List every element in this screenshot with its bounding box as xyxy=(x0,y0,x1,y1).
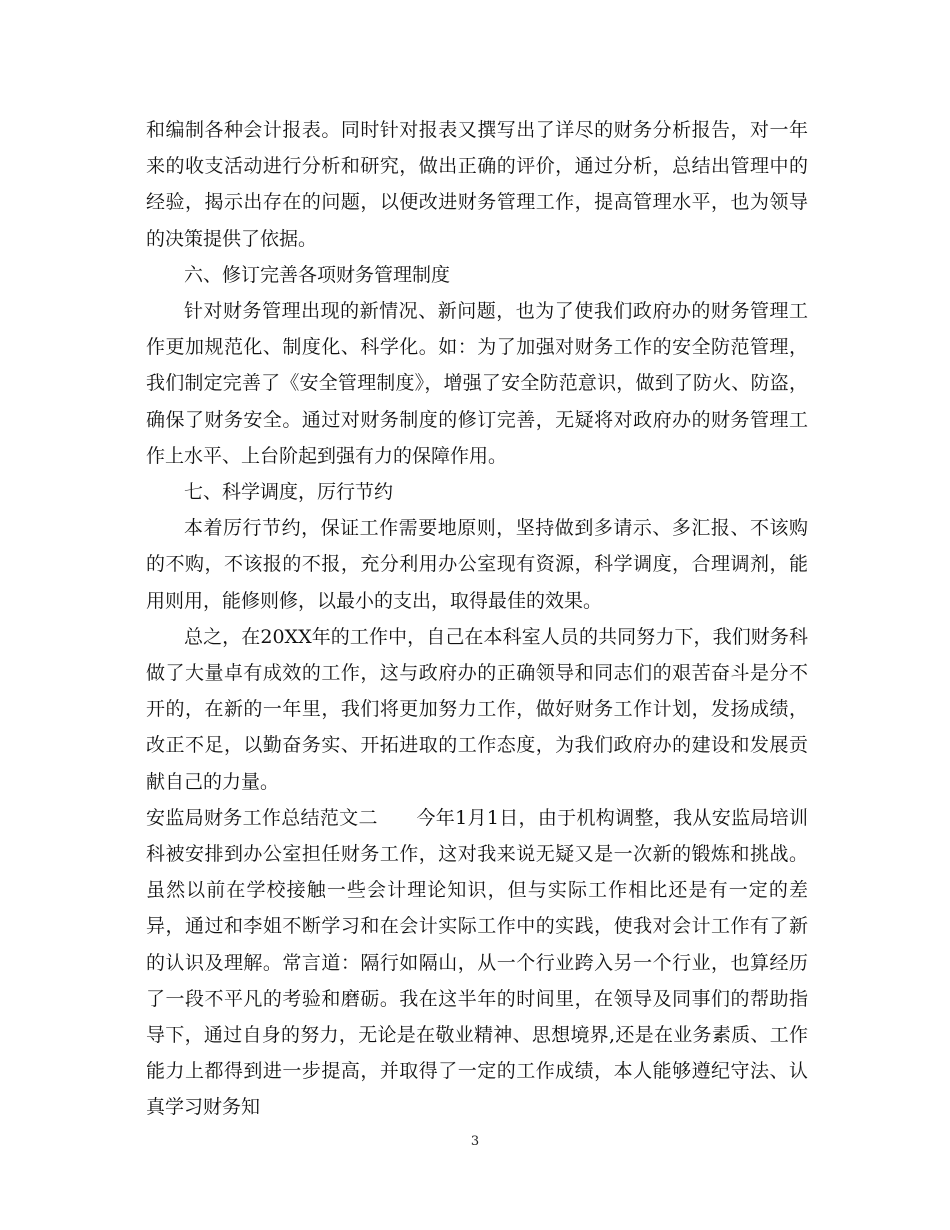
document-body xyxy=(146,112,808,1126)
page-number: 3 xyxy=(470,1134,480,1149)
paragraph-sample-two: 安监局财务工作总结范文二 今年1月1日，由于机构调整，我从安监局培训科被安排到办公室担任财务工作，这对我来说无疑又是一次新的锻炼和挑战。虽然以前在学校接触一些会计理论知识，但与实际工作相比还是有一定的差异，通过和李姐不断学习和在会计实际工作中的实践，使我对会计工作有了新的认识及理解。常言道：隔行如隔山，从一个行业跨入另一个行业，也算经历了一段不平凡的考验和磨砺。我在这半年的时间里，在领导及同事们的帮助指导下，通过自身的努力，无论是在敬业精神、思想境界,还是在业务素质、工作能力上都得到进一步提高，并取得了一定的工作成绩，本人能够遵纪守法、认真学习财务知 xyxy=(146,806,808,1119)
section-heading-seven: 七、科学调度，厉行节约 xyxy=(184,481,394,504)
paragraph-frugality: 本着厉行节约，保证工作需要地原则，坚持做到多请示、多汇报、不该购的不购，不该报的不报，充分利用办公室现有资源，科学调度，合理调剂，能用则用，能修则修，以最小的支出，取得最佳的效果。 xyxy=(146,517,808,612)
section-heading-six: 六、修订完善各项财务管理制度 xyxy=(184,263,451,286)
paragraph-continued-reports: 和编制各种会计报表。同时针对报表又撰写出了详尽的财务分析报告，对一年来的收支活动进行分析和研究，做出正确的评价，通过分析，总结出管理中的经验，揭示出存在的问题，以便改进财务管理工作，提高管理水平，也为领导的决策提供了依据。 xyxy=(146,119,808,250)
paragraph-conclusion: 总之，在20XX年的工作中，自己在本科室人员的共同努力下，我们财务科做了大量卓有成效的工作，这与政府办的正确领导和同志们的艰苦奋斗是分不开的，在新的一年里，我们将更加努力工作，做好财务工作计划，发扬成绩，改正不足，以勤奋务实、开拓进取的工作态度，为我们政府办的建设和发展贡献自己的力量。 xyxy=(146,625,808,793)
paragraph-management-system: 针对财务管理出现的新情况、新问题，也为了使我们政府办的财务管理工作更加规范化、制度化、科学化。如：为了加强对财务工作的安全防范管理，我们制定完善了《安全管理制度》，增强了安全防范意识，做到了防火、防盗，确保了财务安全。通过对财务制度的修订完善，无疑将对政府办的财务管理工作上水平、上台阶起到强有力的保障作用。 xyxy=(146,300,808,467)
